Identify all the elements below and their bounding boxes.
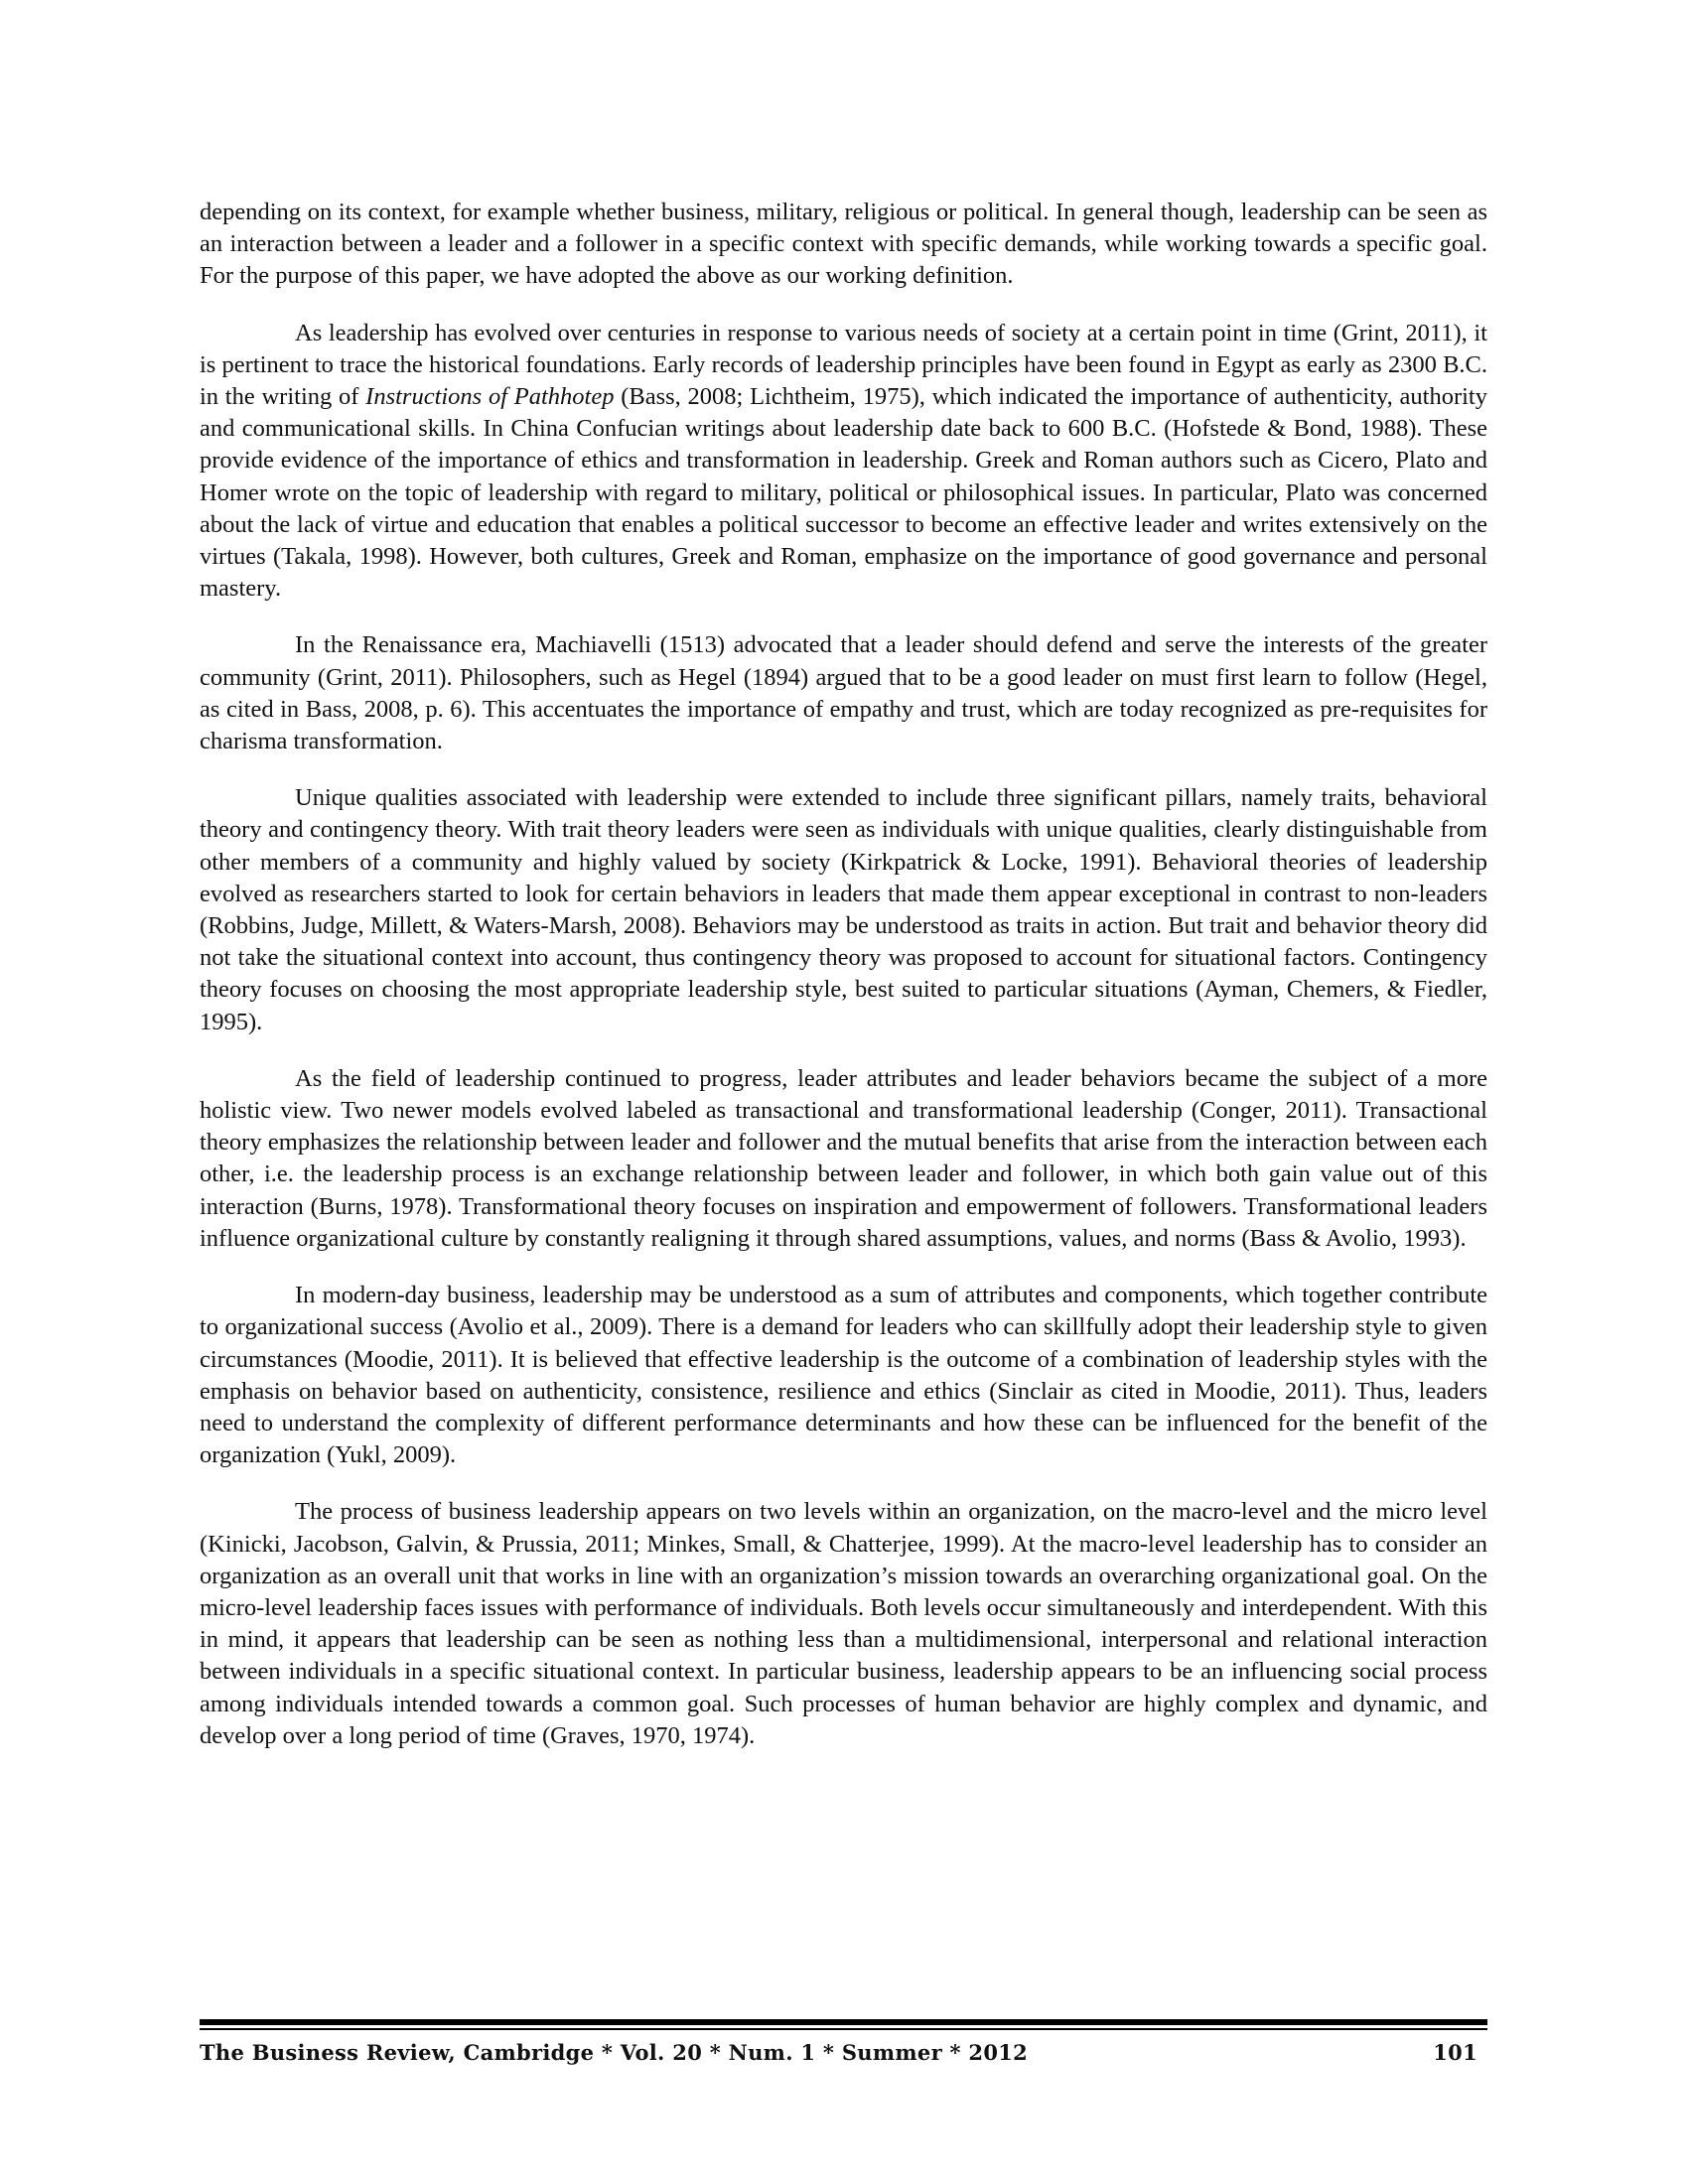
footer-row (200, 2040, 1487, 2065)
journal-citation: The Business Review, Cambridge * Vol. 20 * Num. 1 * Summer * 2012 (200, 2040, 1029, 2065)
footer-rule-thick (200, 2019, 1487, 2025)
page-number: 101 (1433, 2040, 1477, 2065)
paragraph-6 (200, 1280, 1487, 1471)
paragraph-2 (200, 318, 1487, 606)
paragraph-5-text: As the field of leadership continued to progress, leader attributes and leader behaviors became the subject of a more holistic view. Two newer models evolved labeled as transactional and transformational leadership (Conger, 2011). Transactional theory emphasizes the relationship between leader and follower and the mutual benefits that arise from the interaction between each other, i.e. the leadership process is an exchange relationship between leader and follower, in which both gain value out of this interaction (Burns, 1978). Transformational theory focuses on inspiration and empowerment of followers. Transformational leaders influence organizational culture by constantly realigning it through shared assumptions, values, and norms (Bass & Avolio, 1993). (200, 1064, 1487, 1252)
paragraph-4-text: Unique qualities associated with leadership were extended to include three significant pillars, namely traits, behavioral theory and contingency theory. With trait theory leaders were seen as individuals with unique qualities, clearly distinguishable from other members of a community and highly valued by society (Kirkpatrick & Locke, 1991). Behavioral theories of leadership evolved as researchers started to look for certain behaviors in leaders that made them appear exceptional in contrast to non-leaders (Robbins, Judge, Millett, & Waters-Marsh, 2008). Behaviors may be understood as traits in action. But trait and behavior theory did not take the situational context into account, thus contingency theory was proposed to account for situational factors. Contingency theory focuses on choosing the most appropriate leadership style, best suited to particular situations (Ayman, Chemers, & Fiedler, 1995). (200, 784, 1487, 1035)
paragraph-2-text-a: As leadership has evolved over centuries in response to various needs of society at a certain point in time (Grint, 2011), it is pertinent to trace the historical foundations. Early records of leadership principles have been found in Egypt as early as 2300 B.C. in the writing of (200, 319, 1487, 411)
paragraph-7-text: The process of business leadership appears on two levels within an organization, on the macro-level and the micro level (Kinicki, Jacobson, Galvin, & Prussia, 2011; Minkes, Small, & Chatterjee, 1999). At the macro-level leadership has to consider an organization as an overall unit that works in line with an organization’s mission towards an overarching organizational goal. On the micro-level leadership faces issues with performance of individuals. Both levels occur simultaneously and interdependent. With this in mind, it appears that leadership can be seen as nothing less than a multidimensional, interpersonal and relational interaction between individuals in a specific situational context. In particular business, leadership appears to be an influencing social process among individuals intended towards a common goal. Such processes of human behavior are highly complex and dynamic, and develop over a long period of time (Graves, 1970, 1974). (200, 1498, 1487, 1749)
paragraph-1-text: depending on its context, for example whether business, military, religious or political. In general though, leadership can be seen as an interaction between a leader and a follower in a specific context with specific demands, while working towards a specific goal. For the purpose of this paper, we have adopted the above as our working definition. (200, 199, 1487, 290)
paragraph-4 (200, 782, 1487, 1038)
footer-rule-thin (200, 2028, 1487, 2030)
paragraph-7 (200, 1496, 1487, 1752)
paragraph-2-text-b: (Bass, 2008; Lichtheim, 1975), which indicated the importance of authenticity, authority and communicational skills. In China Confucian writings about leadership date back to 600 B.C. (Hofstede & Bond, 1988). These provide evidence of the importance of ethics and transformation in leadership. Greek and Roman authors such as Cicero, Plato and Homer wrote on the topic of leadership with regard to military, political or philosophical issues. In particular, Plato was concerned about the lack of virtue and education that enables a political successor to become an effective leader and writes extensively on the virtues (Takala, 1998). However, both cultures, Greek and Roman, emphasize on the importance of good governance and personal mastery. (200, 383, 1487, 603)
paragraph-5 (200, 1063, 1487, 1255)
paragraph-1 (200, 197, 1487, 293)
book-title-instructions-of-pathhotep: Instructions of Pathhotep (365, 383, 615, 411)
paragraph-3 (200, 629, 1487, 757)
paragraph-6-text: In modern-day business, leadership may be understood as a sum of attributes and components, which together contribute to organizational success (Avolio et al., 2009). There is a demand for leaders who can skillfully adopt their leadership style to given circumstances (Moodie, 2011). It is believed that effective leadership is the outcome of a combination of leadership styles with the emphasis on behavior based on authenticity, consistence, resilience and ethics (Sinclair as cited in Moodie, 2011). Thus, leaders need to understand the complexity of different performance determinants and how these can be influenced for the benefit of the organization (Yukl, 2009). (200, 1282, 1487, 1469)
article-body (200, 197, 1487, 1777)
page-footer (200, 2019, 1487, 2065)
paragraph-3-text: In the Renaissance era, Machiavelli (1513) advocated that a leader should defend and serve the interests of the greater community (Grint, 2011). Philosophers, such as Hegel (1894) argued that to be a good leader on must first learn to follow (Hegel, as cited in Bass, 2008, p. 6). This accentuates the importance of empathy and trust, which are today recognized as pre-requisites for charisma transformation. (200, 631, 1487, 755)
